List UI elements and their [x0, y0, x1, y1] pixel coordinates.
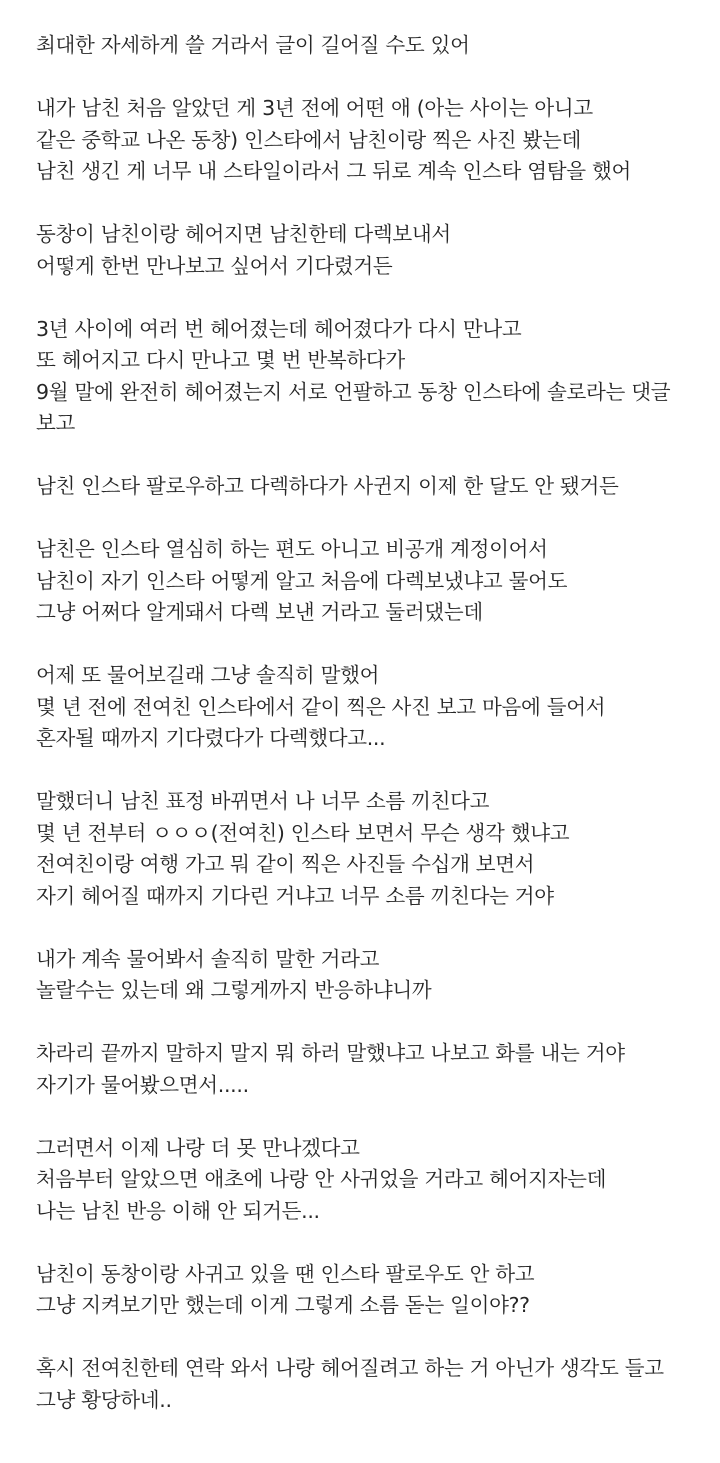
text-line: 보고: [36, 411, 76, 435]
text-line: 남친이 자기 인스타 어떻게 알고 처음에 다렉보냈냐고 물어도: [36, 568, 568, 593]
text-line: 어떻게 한번 만나보고 싶어서 기다렸거든: [36, 253, 393, 278]
text-line: 내가 남친 처음 알았던 게 3년 전에 어떤 애 (아는 사이는 아니고: [36, 96, 593, 120]
text-line: 남친 생긴 게 너무 내 스타일이라서 그 뒤로 계속 인스타 염탐을 했어: [36, 159, 631, 183]
text-line: 혹시 전여친한테 연락 와서 나랑 헤어질려고 하는 거 아닌가 생각도 들고: [36, 1356, 664, 1380]
paragraph-9: [36, 944, 700, 1007]
text-line: 혼자될 때까지 기다렸다가 다렉했다고...: [36, 726, 386, 750]
text-line: 남친은 인스타 열심히 하는 편도 아니고 비공개 계정이어서: [36, 537, 548, 561]
text-line: 어제 또 물어보길래 그냥 솔직히 말했어: [36, 663, 380, 687]
text-line: 그냥 어쩌다 알게돼서 다렉 보낸 거라고 둘러댔는데: [36, 600, 483, 624]
text-line: 차라리 끝까지 말하지 말지 뭐 하러 말했냐고 나보고 화를 내는 거야: [36, 1041, 625, 1065]
paragraph-4: [36, 314, 700, 440]
text-line: 최대한 자세하게 쓸 거라서 글이 길어질 수도 있어: [36, 33, 470, 57]
paragraph-3: [36, 219, 700, 282]
paragraph-12: [36, 1259, 700, 1322]
text-line: 동창이 남친이랑 헤어지면 남친한테 다렉보내서: [36, 222, 451, 246]
paragraph-13: [36, 1353, 700, 1416]
paragraph-11: [36, 1133, 700, 1228]
paragraph-2: [36, 93, 700, 188]
text-line: 몇 년 전에 전여친 인스타에서 같이 찍은 사진 보고 마음에 들어서: [36, 694, 606, 719]
text-line: 남친이 동창이랑 사귀고 있을 땐 인스타 팔로우도 안 하고: [36, 1261, 535, 1286]
text-line: 나는 남친 반응 이해 안 되거든...: [36, 1198, 320, 1223]
paragraph-1: [36, 30, 700, 62]
paragraph-6: [36, 534, 700, 629]
text-line: 그냥 지켜보기만 했는데 이게 그렇게 소름 돋는 일이야??: [36, 1293, 530, 1317]
text-line: 내가 계속 물어봐서 솔직히 말한 거라고: [36, 946, 380, 971]
paragraph-5: [36, 471, 700, 503]
text-line: 그러면서 이제 나랑 더 못 만나겠다고: [36, 1135, 360, 1160]
paragraph-10: [36, 1038, 700, 1101]
text-line: 전여친이랑 여행 가고 뭐 같이 찍은 사진들 수십개 보면서: [36, 852, 535, 876]
text-line: 말했더니 남친 표정 바뀌면서 나 너무 소름 끼친다고: [36, 789, 490, 813]
text-line: 같은 중학교 나온 동창) 인스타에서 남친이랑 찍은 사진 봤는데: [36, 127, 582, 152]
text-line: 자기 헤어질 때까지 기다린 거냐고 너무 소름 끼친다는 거야: [36, 883, 554, 908]
text-line: 자기가 물어봤으면서.....: [36, 1072, 249, 1097]
text-line: 그냥 황당하네..: [36, 1387, 172, 1412]
text-line: 몇 년 전부터 ㅇㅇㅇ(전여친) 인스타 보면서 무슨 생각 했냐고: [36, 820, 570, 845]
text-line: 9월 말에 완전히 헤어졌는지 서로 언팔하고 동창 인스타에 솔로라는 댓글: [36, 379, 671, 404]
paragraph-8: [36, 786, 700, 912]
text-line: 3년 사이에 여러 번 헤어졌는데 헤어졌다가 다시 만나고: [36, 316, 522, 341]
text-line: 놀랄수는 있는데 왜 그렇게까지 반응하냐니까: [36, 978, 432, 1002]
text-line: 처음부터 알았으면 애초에 나랑 안 사귀었을 거라고 헤어지자는데: [36, 1167, 607, 1191]
text-line: 남친 인스타 팔로우하고 다렉하다가 사귄지 이제 한 달도 안 됐거든: [36, 474, 619, 498]
text-line: 또 헤어지고 다시 만나고 몇 번 반복하다가: [36, 348, 405, 372]
paragraph-7: [36, 660, 700, 755]
